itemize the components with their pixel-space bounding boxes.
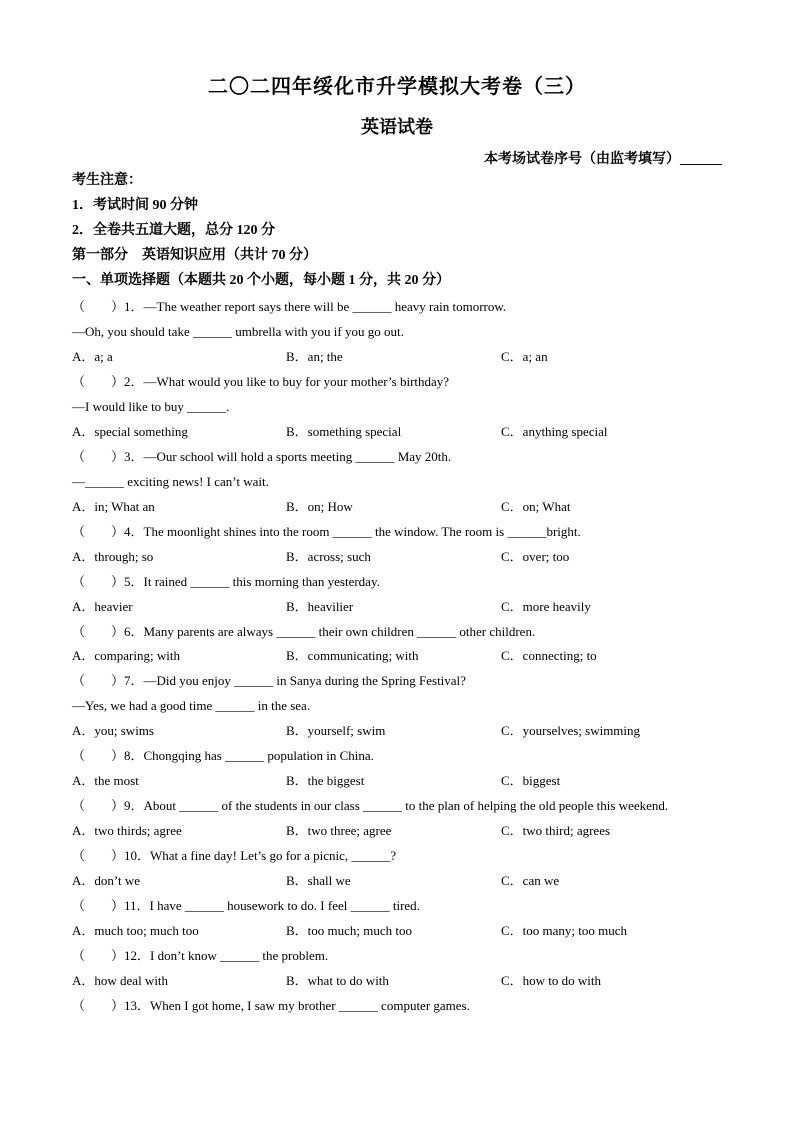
question-3-stem-2: —______ exciting news! I can’t wait.: [72, 474, 269, 489]
question-6-option-c: C．connecting; to: [501, 648, 597, 663]
exam-subtitle: 英语试卷: [361, 117, 433, 137]
question-2-option-b: B．something special: [286, 424, 402, 439]
question-7-option-b: B．yourself; swim: [286, 723, 386, 738]
question-7-option-c: C．yourselves; swimming: [501, 723, 641, 738]
question-4-option-c: C．over; too: [501, 549, 570, 564]
question-12-stem: （ ）12．I don’t know ______ the problem.: [72, 948, 329, 963]
question-11-option-a: A．much too; much too: [72, 923, 199, 938]
question-5-option-c: C．more heavily: [501, 599, 591, 614]
question-3-stem: （ ）3．—Our school will hold a sports meeting ______ May 20th.: [72, 449, 452, 464]
question-6-option-b: B．communicating; with: [286, 648, 419, 663]
question-1-option-b: B．an; the: [286, 349, 343, 364]
question-8-option-a: A．the most: [72, 773, 139, 788]
question-12-option-c: C．how to do with: [501, 973, 602, 988]
question-2-stem-2: —I would like to buy ______.: [72, 399, 230, 414]
question-5-option-b: B．heavilier: [286, 599, 354, 614]
serial-number-field: 本考场试卷序号（由监考填写）______: [484, 152, 722, 167]
question-9-option-c: C．two third; agrees: [501, 823, 611, 838]
question-3-option-c: C．on; What: [501, 499, 571, 514]
question-7-stem-2: —Yes, we had a good time ______ in the sea.: [72, 698, 311, 713]
question-1-stem-2: —Oh, you should take ______ umbrella with you if you go out.: [72, 324, 404, 339]
question-9-option-a: A．two thirds; agree: [72, 823, 182, 838]
question-7-stem: （ ）7．—Did you enjoy ______ in Sanya during the Spring Festival?: [72, 673, 466, 688]
question-9-stem: （ ）9．About ______ of the students in our class ______ to the plan of helping the old people this weekend.: [72, 798, 669, 813]
question-5-stem: （ ）5．It rained ______ this morning than yesterday.: [72, 574, 380, 589]
part-one-heading: 第一部分 英语知识应用（共计 70 分）: [72, 248, 317, 263]
question-7-option-a: A．you; swims: [72, 723, 154, 738]
question-10-stem: （ ）10．What a fine day! Let’s go for a picnic, ______?: [72, 848, 397, 863]
question-4-option-b: B．across; such: [286, 549, 371, 564]
question-13-stem: （ ）13．When I got home, I saw my brother ______ computer games.: [72, 998, 470, 1013]
question-12-option-b: B．what to do with: [286, 973, 389, 988]
note-2: 2．全卷共五道大题，总分 120 分: [72, 223, 275, 238]
question-9-option-b: B．two three; agree: [286, 823, 392, 838]
question-11-stem: （ ）11．I have ______ housework to do. I feel ______ tired.: [72, 898, 420, 913]
question-4-option-a: A．through; so: [72, 549, 154, 564]
question-2-stem: （ ）2．—What would you like to buy for your mother’s birthday?: [72, 374, 450, 389]
question-2-option-c: C．anything special: [501, 424, 608, 439]
question-8-stem: （ ）8．Chongqing has ______ population in China.: [72, 748, 374, 763]
section-one-heading: 一、单项选择题（本题共 20 个小题，每小题 1 分，共 20 分）: [72, 273, 450, 288]
question-1-stem: （ ）1．—The weather report says there will be ______ heavy rain tomorrow.: [72, 299, 507, 314]
question-10-option-a: A．don’t we: [72, 873, 141, 888]
question-5-option-a: A．heavier: [72, 599, 133, 614]
question-12-option-a: A．how deal with: [72, 973, 169, 988]
question-3-option-a: A．in; What an: [72, 499, 155, 514]
question-10-option-b: B．shall we: [286, 873, 351, 888]
question-8-option-c: C．biggest: [501, 773, 561, 788]
question-11-option-b: B．too much; much too: [286, 923, 413, 938]
question-10-option-c: C．can we: [501, 873, 560, 888]
notes-heading: 考生注意：: [72, 173, 142, 188]
question-1-option-c: C．a; an: [501, 349, 548, 364]
question-3-option-b: B．on; How: [286, 499, 353, 514]
question-4-stem: （ ）4．The moonlight shines into the room ______ the window. The room is ______bright.: [72, 524, 581, 539]
note-1: 1．考试时间 90 分钟: [72, 198, 198, 213]
question-6-option-a: A．comparing; with: [72, 648, 180, 663]
question-11-option-c: C．too many; too much: [501, 923, 628, 938]
question-8-option-b: B．the biggest: [286, 773, 365, 788]
question-2-option-a: A．special something: [72, 424, 188, 439]
question-6-stem: （ ）6．Many parents are always ______ their own children ______ other children.: [72, 624, 536, 639]
exam-title: 二〇二四年绥化市升学模拟大考卷（三）: [208, 76, 586, 98]
question-1-option-a: A．a; a: [72, 349, 113, 364]
